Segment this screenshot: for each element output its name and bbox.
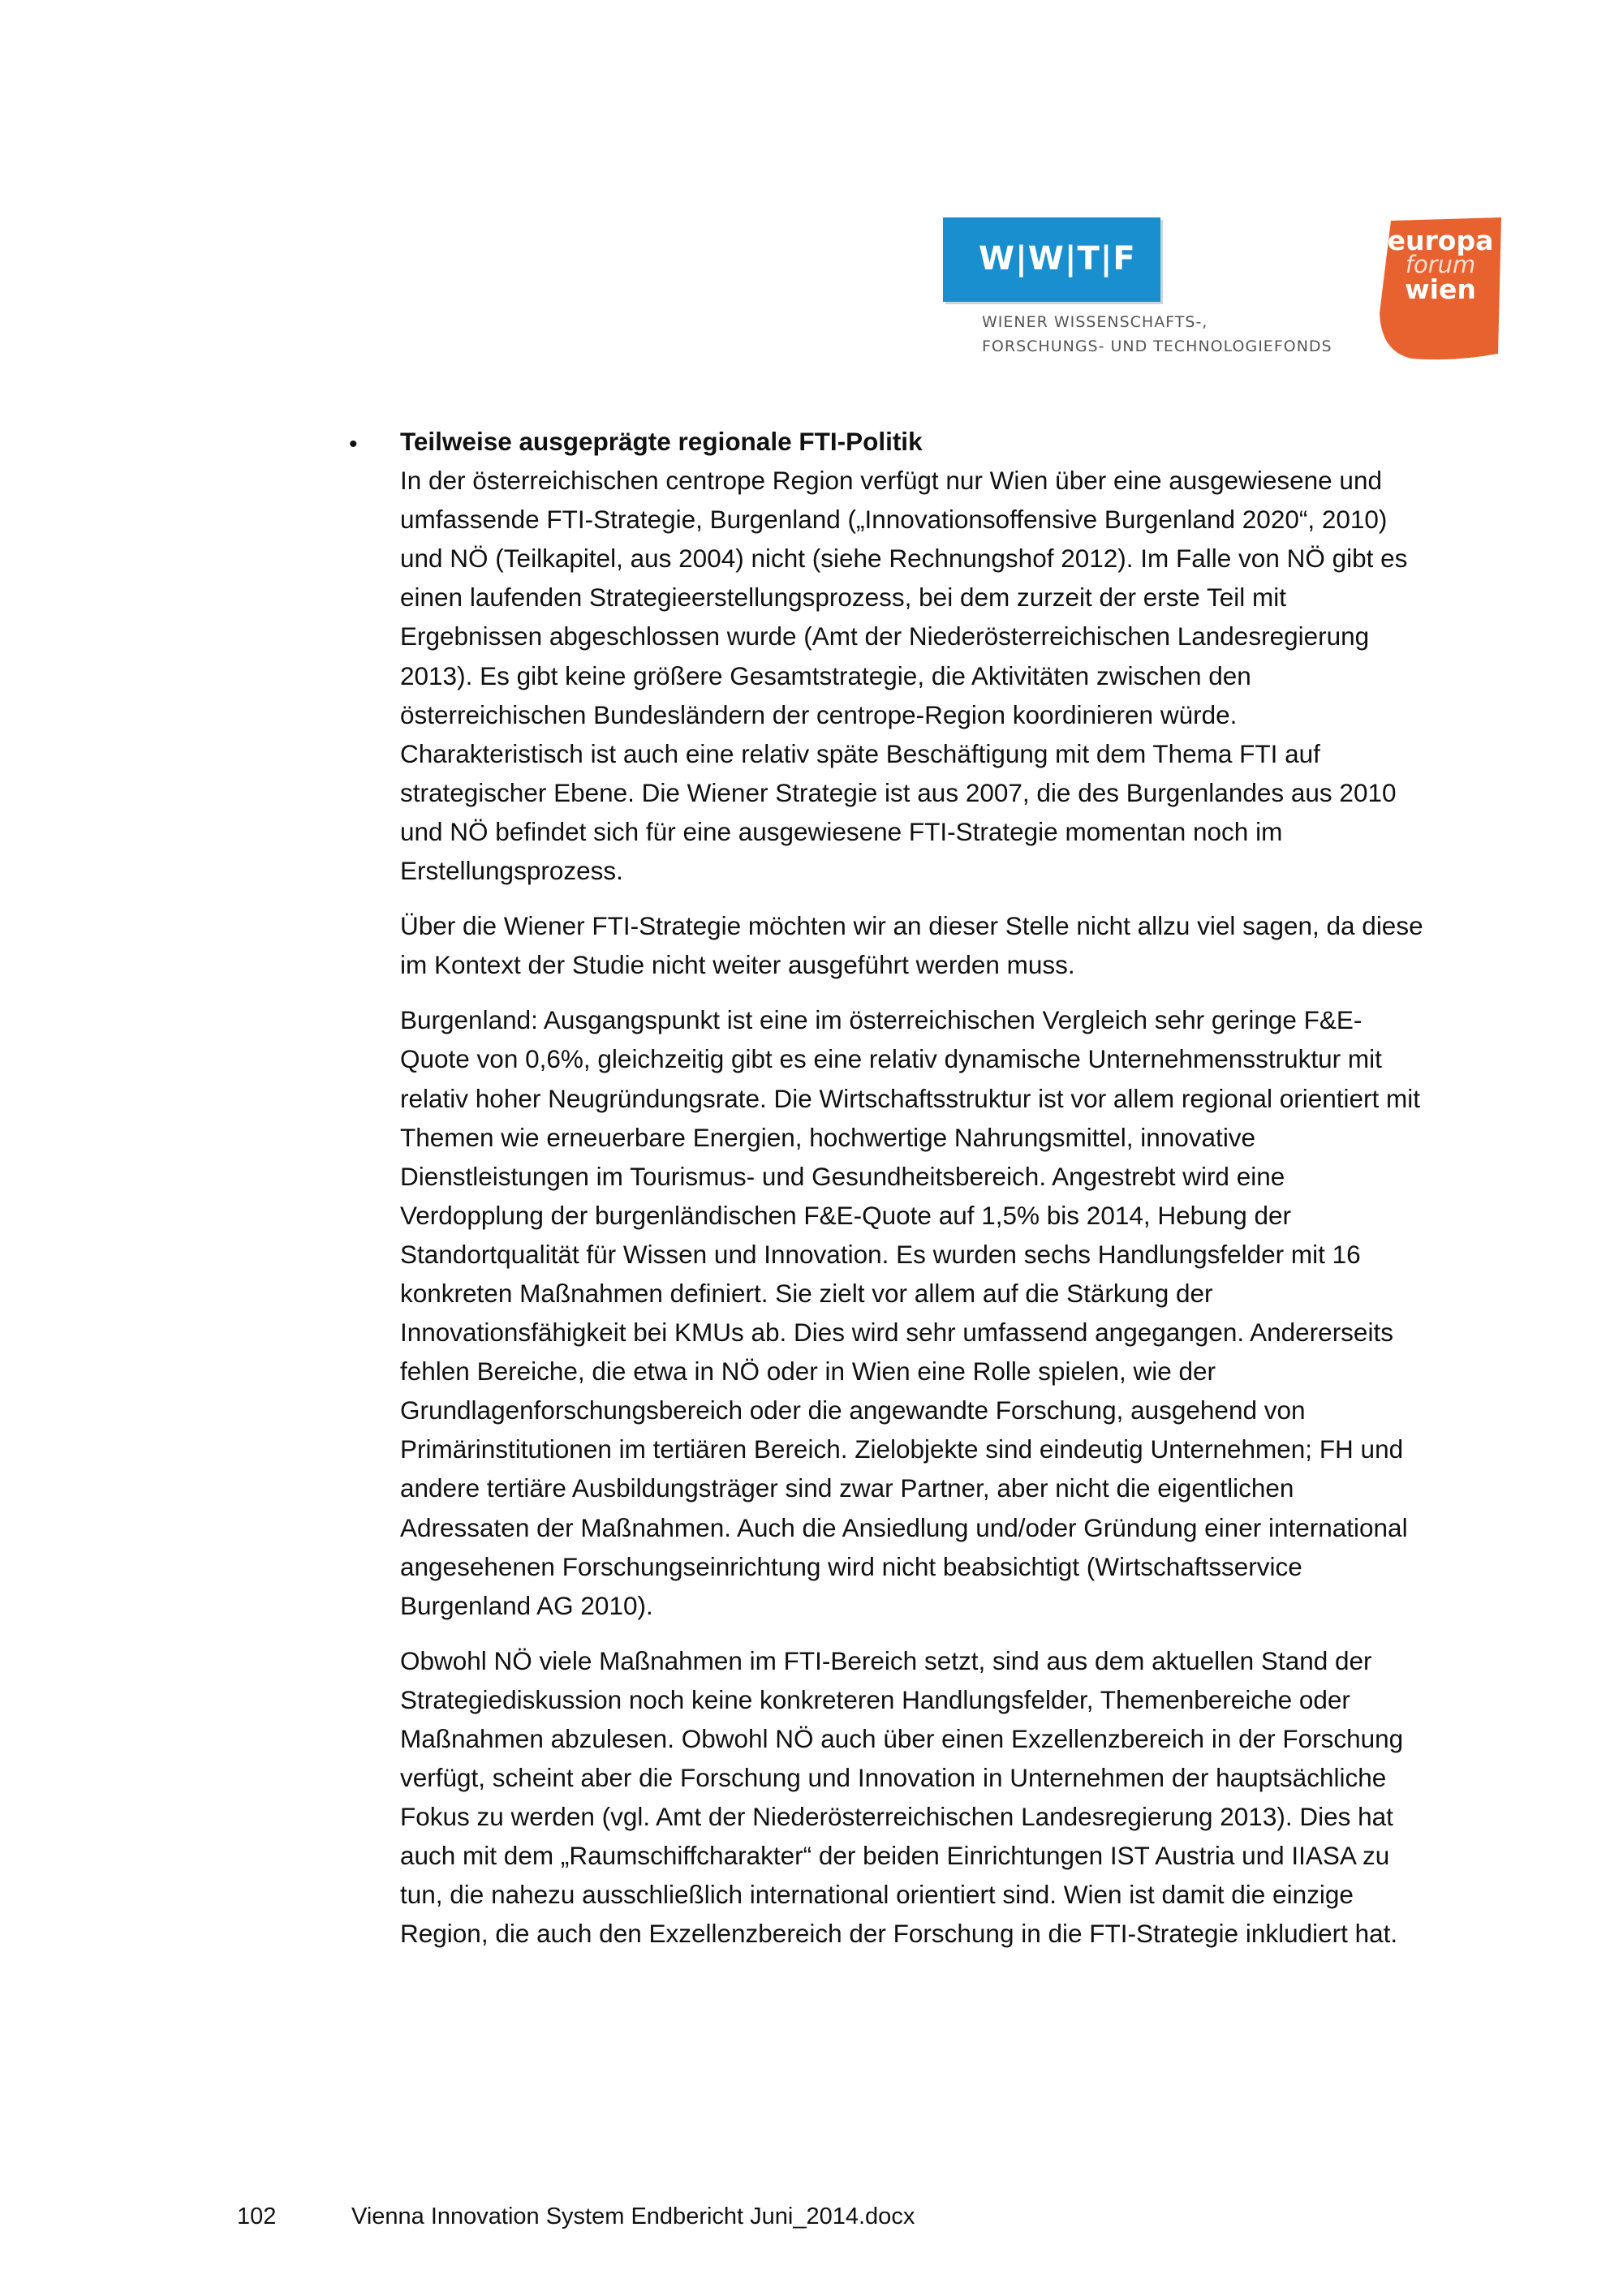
europaforum-wien-logo: [1380, 217, 1509, 362]
europaforum-logo-word-forum: forum: [1405, 251, 1476, 278]
paragraph: [400, 461, 1561, 890]
text-line: Innovationsfähigkeit bei KMUs ab. Dies wird sehr umfassend angegangen. Andererseits: [400, 1318, 1393, 1348]
text-line: Burgenland: Ausgangspunkt ist eine im österreichischen Vergleich sehr geringe F&E-: [400, 1005, 1363, 1035]
text-line: Burgenland AG 2010).: [400, 1590, 653, 1620]
text-line: und NÖ (Teilkapitel, aus 2004) nicht (siehe Rechnungshof 2012). Im Falle von NÖ gibt es: [400, 544, 1408, 574]
text-line: Strategiediskussion noch keine konkreteren Handlungsfelder, Themenbereiche oder: [400, 1684, 1350, 1714]
text-line: Region, die auch den Exzellenzbereich der Forschung in die FTI-Strategie inkludiert hat.: [400, 1919, 1398, 1949]
text-line: Verdopplung der burgenländischen F&E-Quote auf 1,5% bis 2014, Hebung der: [400, 1200, 1292, 1230]
text-line: tun, die nahezu ausschließlich international orientiert sind. Wien ist damit die einzige: [400, 1880, 1354, 1910]
wwtf-logo-line-1: WIENER WISSENSCHAFTS-,: [982, 313, 1208, 331]
text-line: Adressaten der Maßnahmen. Auch die Ansiedlung und/oder Gründung einer international: [400, 1512, 1408, 1542]
text-line: einen laufenden Strategieerstellungsprozess, bei dem zurzeit der erste Teil mit: [400, 583, 1287, 613]
text-line: Über die Wiener FTI-Strategie möchten wir an dieser Stelle nicht allzu viel sagen, da diese: [400, 911, 1423, 941]
text-line: Maßnahmen abzulesen. Obwohl NÖ auch über einen Exzellenzbereich in der Forschung: [400, 1724, 1404, 1753]
paragraph-container: [400, 461, 1561, 1953]
text-line: andere tertiäre Ausbildungsträger sind zwar Partner, aber nicht die eigentlichen: [400, 1473, 1294, 1503]
text-line: Fokus zu werden (vgl. Amt der Niederösterreichischen Landesregierung 2013). Dies hat: [400, 1802, 1393, 1832]
text-line: Primärinstitutionen im tertiären Bereich. Zielobjekte sind eindeutig Unternehmen; FH und: [400, 1434, 1404, 1464]
page-number: 102: [237, 2204, 277, 2229]
text-line: relativ hoher Neugründungsrate. Die Wirtschaftsstruktur ist vor allem regional orientiert mit: [400, 1083, 1421, 1113]
text-line: Dienstleistungen im Tourismus- und Gesundheitsbereich. Angestrebt wird eine: [400, 1161, 1285, 1191]
text-line: 2013). Es gibt keine größere Gesamtstrategie, die Aktivitäten zwischen den: [400, 660, 1251, 690]
text-line: Standortqualität für Wissen und Innovation. Es wurden sechs Handlungsfelder mit 16: [400, 1239, 1361, 1269]
text-line: Obwohl NÖ viele Maßnahmen im FTI-Bereich setzt, sind aus dem aktuellen Stand der: [400, 1645, 1372, 1675]
text-line: konkreten Maßnahmen definiert. Sie zielt vor allem auf die Stärkung der: [400, 1278, 1213, 1308]
text-line: Erstellungsprozess.: [400, 856, 623, 886]
wwtf-logo-box: [943, 217, 1160, 302]
document-title: Vienna Innovation System Endbericht Juni_2014.docx: [351, 2204, 915, 2229]
wwtf-logo: [943, 217, 1365, 363]
text-line: strategischer Ebene. Die Wiener Strategie ist aus 2007, die des Burgenlandes aus 2010: [400, 777, 1397, 807]
europaforum-logo-word-wien: wien: [1405, 273, 1476, 305]
bullet-marker: •: [349, 431, 358, 458]
paragraph: [400, 1641, 1561, 1954]
text-line: und NÖ befindet sich für eine ausgewiesene FTI-Strategie momentan noch im: [400, 816, 1283, 846]
text-line: Ergebnissen abgeschlossen wurde (Amt der Niederösterreichischen Landesregierung: [400, 621, 1370, 651]
wwtf-logo-line-2: FORSCHUNGS- UND TECHNOLOGIEFONDS: [982, 338, 1332, 355]
text-line: Charakteristisch ist auch eine relativ späte Beschäftigung mit dem Thema FTI auf: [400, 738, 1320, 768]
text-line: umfassende FTI-Strategie, Burgenland („Innovationsoffensive Burgenland 2020“, 2010): [400, 505, 1388, 535]
text-line: In der österreichischen centrope Region verfügt nur Wien über eine ausgewiesene und: [400, 466, 1382, 496]
section-heading: Teilweise ausgeprägte regionale FTI-Politik: [400, 427, 923, 456]
wwtf-logo-mark: W|W|T|F: [979, 240, 1136, 277]
text-line: Themen wie erneuerbare Energien, hochwertige Nahrungsmittel, innovative: [400, 1122, 1256, 1152]
europaforum-logo-word-europa: europa: [1387, 225, 1494, 256]
text-line: verfügt, scheint aber die Forschung und Innovation in Unternehmen der hauptsächliche: [400, 1763, 1387, 1793]
document-body: [400, 422, 1561, 1970]
text-line: Grundlagenforschungsbereich oder die angewandte Forschung, ausgehend von: [400, 1395, 1306, 1425]
text-line: Quote von 0,6%, gleichzeitig gibt es eine relativ dynamische Unternehmensstruktur mit: [400, 1044, 1382, 1074]
text-line: fehlen Bereiche, die etwa in NÖ oder in Wien eine Rolle spielen, wie der: [400, 1357, 1216, 1387]
paragraph: [400, 906, 1561, 984]
text-line: angesehenen Forschungseinrichtung wird nicht beabsichtigt (Wirtschaftsservice: [400, 1551, 1302, 1581]
text-line: im Kontext der Studie nicht weiter ausgeführt werden muss.: [400, 950, 1075, 980]
text-line: auch mit dem „Raumschiffcharakter“ der beiden Einrichtungen IST Austria und IIASA zu: [400, 1841, 1390, 1871]
text-line: österreichischen Bundesländern der centrope-Region koordinieren würde.: [400, 699, 1238, 729]
paragraph: [400, 1000, 1561, 1625]
